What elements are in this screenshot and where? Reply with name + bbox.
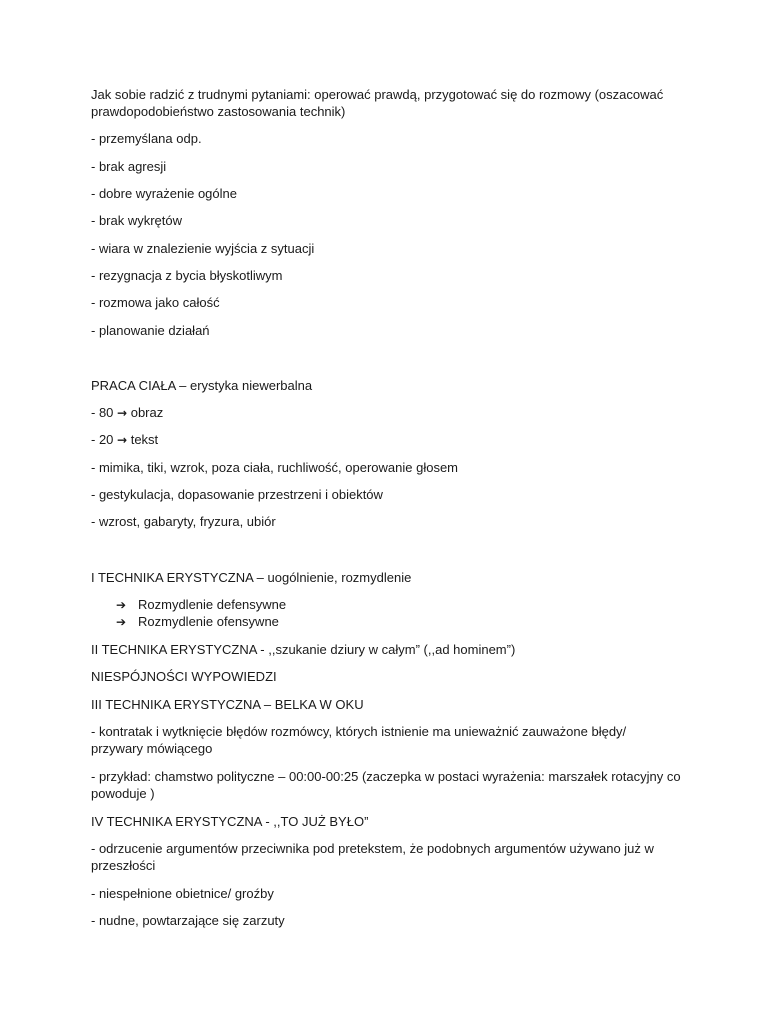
- item-20-word: tekst: [130, 432, 159, 447]
- list-item: - niespełnione obietnice/ groźby: [91, 886, 274, 901]
- paragraph-line: przywary mówiącego: [91, 741, 213, 756]
- bullet-text: Rozmydlenie defensywne: [138, 597, 287, 612]
- item-80-number: - 80: [91, 405, 114, 420]
- list-item-80: [91, 404, 163, 421]
- section-heading-technika-3: III TECHNIKA ERYSTYCZNA – BELKA W OKU: [91, 697, 364, 712]
- arrow-bullet-icon: ➔: [116, 598, 127, 612]
- arrow-right-icon: →: [117, 406, 128, 420]
- list-item: - mimika, tiki, wzrok, poza ciała, ruchliwość, operowanie głosem: [91, 460, 459, 475]
- arrow-right-icon: →: [117, 433, 128, 447]
- section-heading-technika-4: IV TECHNIKA ERYSTYCZNA - ,,TO JUŻ BYŁO”: [91, 814, 369, 829]
- intro-line-1: Jak sobie radzić z trudnymi pytaniami: operować prawdą, przygotować się do rozmowy (oszacować: [91, 87, 664, 102]
- list-item: - nudne, powtarzające się zarzuty: [91, 913, 285, 928]
- intro-line-2: prawdopodobieństwo zastosowania technik): [91, 104, 346, 119]
- list-item: - wiara w znalezienie wyjścia z sytuacji: [91, 241, 315, 256]
- list-item: - dobre wyrażenie ogólne: [91, 186, 237, 201]
- list-item: - wzrost, gabaryty, fryzura, ubiór: [91, 514, 276, 529]
- paragraph-line: powoduje ): [91, 786, 155, 801]
- item-80-word: obraz: [130, 405, 164, 420]
- list-item: - rezygnacja z bycia błyskotliwym: [91, 268, 283, 283]
- list-item: - przemyślana odp.: [91, 131, 202, 146]
- section-heading-praca-ciala: PRACA CIAŁA – erystyka niewerbalna: [91, 378, 313, 393]
- bullet-text: Rozmydlenie ofensywne: [138, 614, 279, 629]
- section-heading-technika-1: I TECHNIKA ERYSTYCZNA – uogólnienie, rozmydlenie: [91, 570, 412, 585]
- list-item: - brak wykrętów: [91, 213, 183, 228]
- list-item: - gestykulacja, dopasowanie przestrzeni i obiektów: [91, 487, 383, 502]
- item-20-number: - 20: [91, 432, 114, 447]
- arrow-bullet-item: [116, 613, 279, 630]
- arrow-bullet-item: [116, 596, 286, 613]
- list-item: - brak agresji: [91, 159, 167, 174]
- list-item: - rozmowa jako całość: [91, 295, 220, 310]
- paragraph-line: przeszłości: [91, 858, 156, 873]
- list-item-20: [91, 431, 158, 448]
- list-item: - planowanie działań: [91, 323, 210, 338]
- paragraph-line: - kontratak i wytknięcie błędów rozmówcy, których istnienie ma unieważnić zauważone błędy/: [91, 724, 627, 739]
- paragraph-line: - odrzucenie argumentów przeciwnika pod pretekstem, że podobnych argumentów używano już w: [91, 841, 654, 856]
- arrow-bullet-icon: ➔: [116, 615, 127, 629]
- paragraph-line: - przykład: chamstwo polityczne – 00:00-00:25 (zaczepka w postaci wyrażenia: marszałek rotacyjny co: [91, 769, 681, 784]
- section-subheading: NIESPÓJNOŚCI WYPOWIEDZI: [91, 669, 277, 684]
- section-heading-technika-2: II TECHNIKA ERYSTYCZNA - ,,szukanie dziury w całym” (,,ad hominem”): [91, 642, 516, 657]
